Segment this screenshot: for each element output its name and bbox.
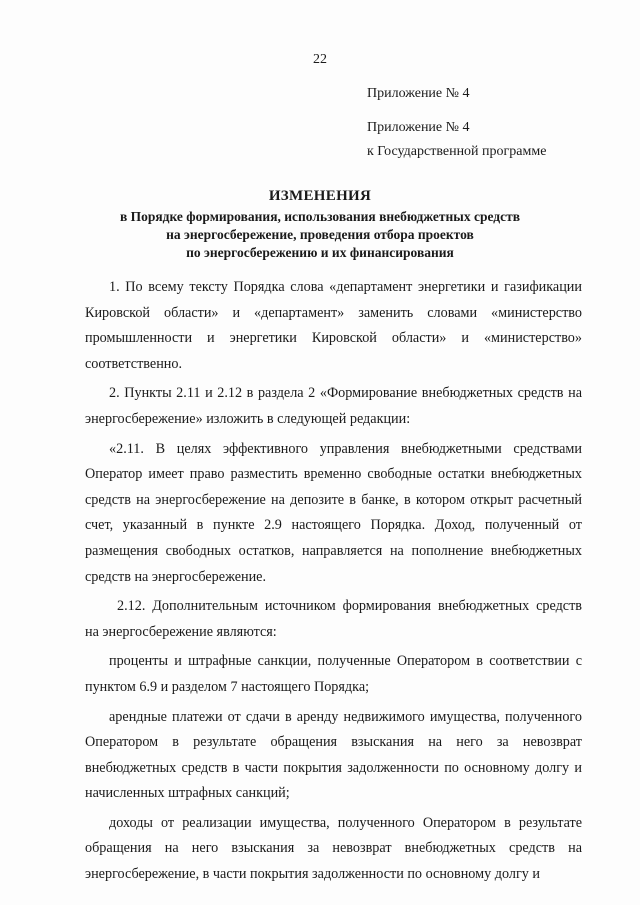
- appendix-label-repeat: Приложение № 4: [367, 120, 470, 135]
- paragraph-interest: проценты и штрафные санкции, полученные Оператором в соответствии с пунктом 6.9 и разделом 7 настоящего Порядка;: [85, 653, 582, 695]
- subtitle-line-2: на энергосбережение, проведения отбора проектов: [166, 227, 474, 242]
- paragraph-sale-income: доходы от реализации имущества, полученного Оператором в результате обращения на него взыскания за невозврат внебюджетных средств на энергосбережение, в части покрытия задолженности по основному долгу и: [85, 814, 582, 883]
- page-number: 22: [313, 52, 327, 67]
- paragraph-2: 2. Пункты 2.11 и 2.12 в раздела 2 «Формирование внебюджетных средств на энергосбережение» изложить в следующей редакции:: [85, 385, 582, 427]
- appendix-label: Приложение № 4: [367, 86, 470, 101]
- appendix-program-ref: к Государственной программе: [367, 144, 547, 159]
- document-title: ИЗМЕНЕНИЯ: [268, 188, 372, 204]
- paragraph-2-11: «2.11. В целях эффективного управления внебюджетными средствами Оператор имеет право разместить временно свободные остатки внебюджетных средств на энергосбережение на депозите в банке, в котором открыт расчетный счет, указанный в пункте 2.9 настоящего Порядка. Доход, полученный от размещения свободных остатков, направляется на пополнение внебюджетных средств на энергосбережение.: [85, 440, 582, 585]
- document-body: [85, 275, 582, 892]
- paragraph-1: 1. По всему тексту Порядка слова «департамент энергетики и газификации Кировской области» и «департамент» заменить словами «министерство промышленности и энергетики Кировской области» и «министерство» соответственно.: [85, 279, 582, 372]
- document-subtitle: [0, 208, 640, 262]
- paragraph-2-12: 2.12. Дополнительным источником формирования внебюджетных средств на энергосбережение являются:: [85, 598, 582, 640]
- subtitle-line-1: в Порядке формирования, использования внебюджетных средств: [119, 209, 521, 224]
- subtitle-line-3: по энергосбережению и их финансирования: [186, 245, 454, 260]
- paragraph-rent: арендные платежи от сдачи в аренду недвижимого имущества, полученного Оператором в результате обращения взыскания на него за невозврат внебюджетных средств в части покрытия задолженности по основному долгу и начисленных штрафных санкций;: [85, 708, 582, 802]
